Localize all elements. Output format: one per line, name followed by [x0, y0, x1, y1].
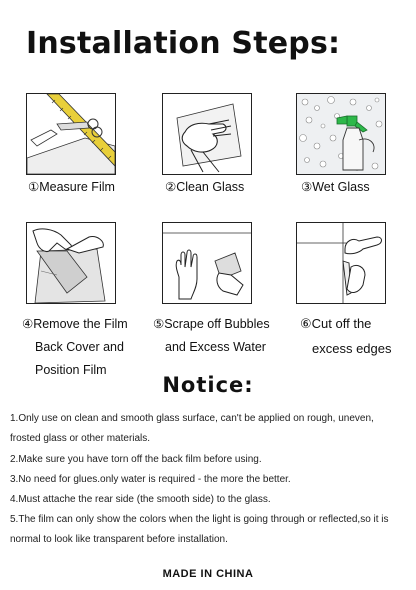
- step-caption: ②Clean Glass: [165, 180, 245, 194]
- notice-item: 3.No need for glues.only water is required - the more the better.: [10, 474, 291, 485]
- cut-edges-illustration: [296, 222, 386, 304]
- scrape-bubbles-illustration: [162, 222, 252, 304]
- notice-item: frosted glass or other materials.: [10, 433, 151, 444]
- wet-glass-illustration: [296, 93, 386, 175]
- step-caption: ①Measure Film: [28, 180, 115, 194]
- notice-item: 2.Make sure you have torn off the back film before using.: [10, 454, 262, 465]
- notice-item: 1.Only use on clean and smooth glass surface, can't be applied on rough, uneven,: [10, 413, 374, 424]
- made-in-label: MADE IN CHINA: [162, 568, 254, 580]
- step-caption: ③Wet Glass: [301, 180, 370, 194]
- step-caption: ⑥Cut off the excess edges: [300, 316, 392, 356]
- notice-item: normal to look like transparent before installation.: [10, 534, 228, 545]
- step-caption: ⑤Scrape off Bubbles and Excess Water: [153, 317, 270, 354]
- notice-item: 4.Must attache the rear side (the smooth side) to the glass.: [10, 494, 271, 505]
- remove-back-cover-illustration: [26, 222, 116, 304]
- clean-glass-illustration: [162, 93, 252, 175]
- measure-film-illustration: [26, 93, 116, 175]
- notice-title: Notice:: [162, 373, 254, 397]
- notice-item: 5.The film can only show the colors when the light is going through or reflected,so it is: [10, 514, 389, 525]
- step-caption: ④Remove the Film Back Cover and Position Film: [22, 317, 128, 377]
- page-title: Installation Steps:: [26, 26, 341, 61]
